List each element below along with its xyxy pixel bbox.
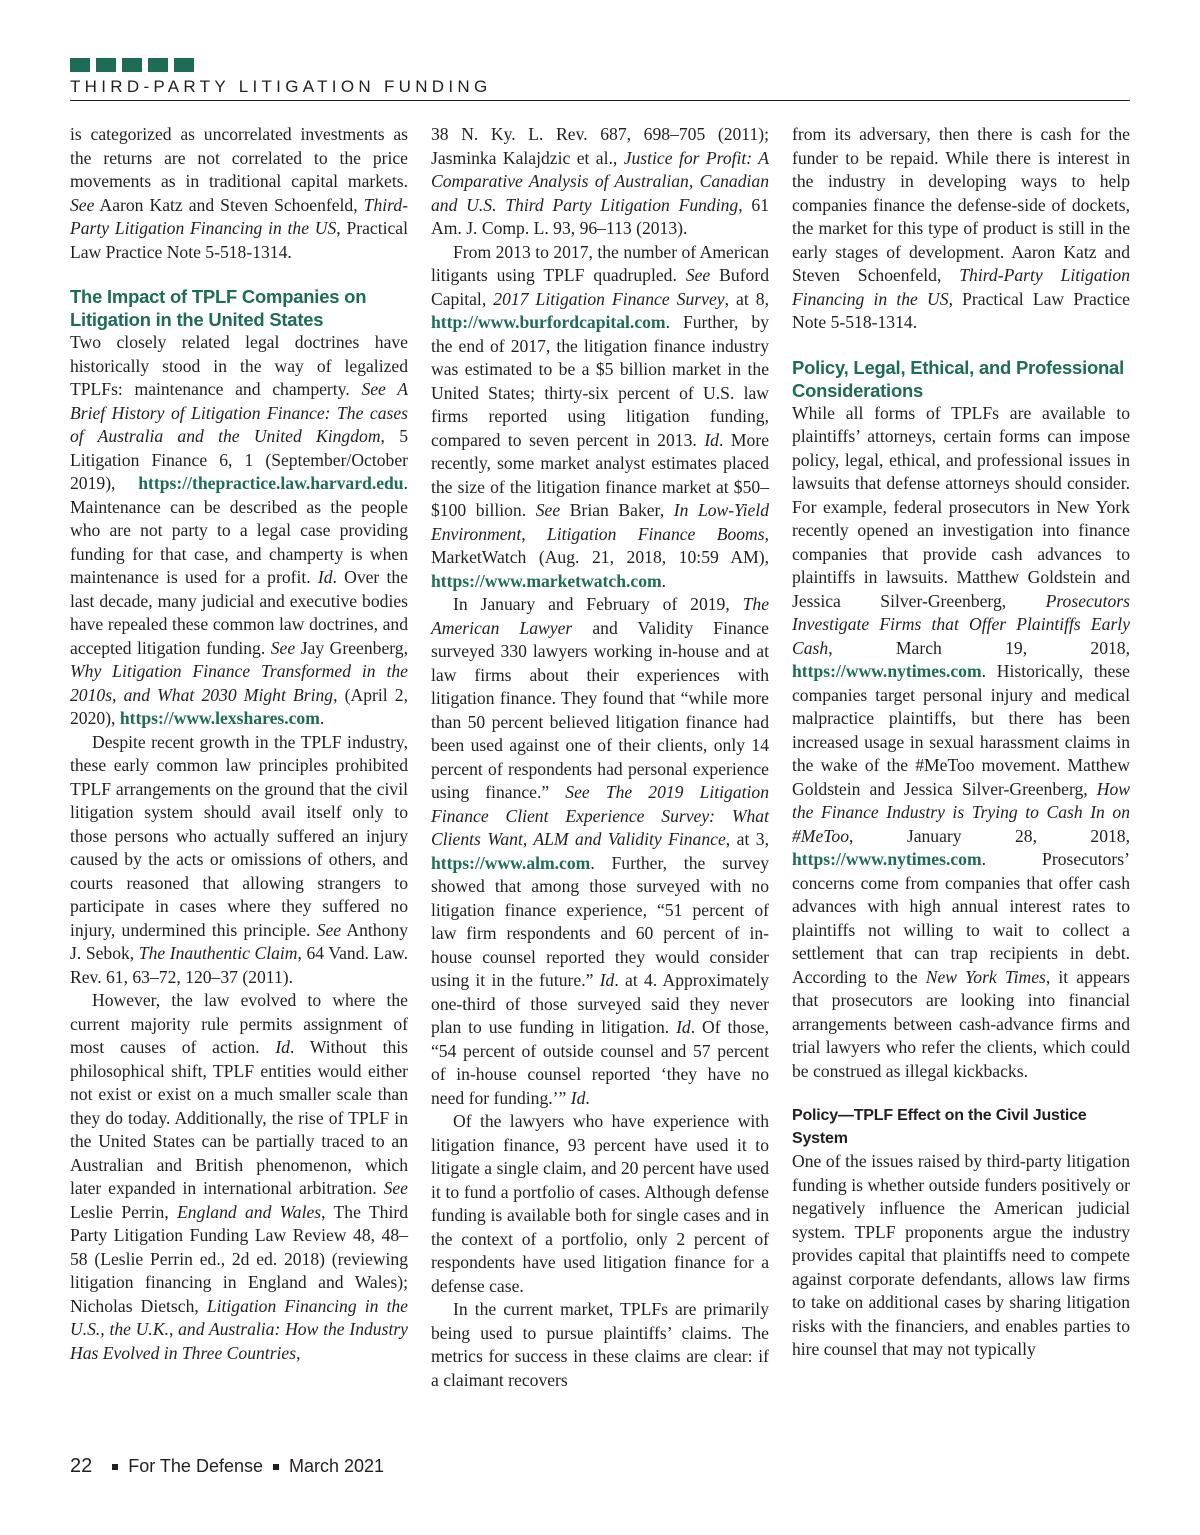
link-burfordcapital[interactable]: http://www.burfordcapital.com: [431, 312, 666, 332]
paragraph: One of the issues raised by third-party litigation funding is whether outside funders positively or negatively influence the American judicial system. TPLF proponents argue the industry provides capital that plaintiffs need to compete against corporate defendants, allows law firms to take on additional cases by sharing litigation risks with the financiers, and enables parties to hire counsel that may not typically: [792, 1151, 1130, 1359]
link-lexshares[interactable]: https://www.lexshares.com: [119, 708, 320, 728]
paragraph: Two closely related legal doctrines have historically stood in the way of legalized TPLFs: maintenance and champerty. See A Brief History of Litigation Finance: The cases of Australia and the United Kingdom, 5 Litigation Finance 6, 1 (September/October 2019), https://thepractice.law.harvard.edu. Maintenance can be described as the people who are not party to a legal case providing funding for that case, and champerty is when maintenance is used for a profit. Id. Over the last decade, many judicial and executive bodies have repealed these common law doctrines, and accepted litigation funding. See Jay Greenberg, Why Litigation Finance Transformed in the 2010s, and What 2030 Might Bring, (April 2, 2020), https://www.lexshares.com.: [70, 332, 409, 728]
page-number: 22: [70, 1455, 93, 1477]
header-squares: [70, 58, 1130, 72]
bullet-separator: [112, 1464, 118, 1470]
header-rule: [70, 100, 1130, 101]
paragraph: is categorized as uncorrelated investments as the returns are not correlated to the price movements as in traditional capital markets. See Aaron Katz and Steven Schoenfeld, Third-Party Litigation Financing in the US, Practical Law Practice Note 5-518-1314.: [70, 124, 408, 262]
page-header: [70, 58, 1130, 101]
subheading-civil-justice: Policy—TPLF Effect on the Civil Justice System: [792, 1107, 1087, 1147]
issue-date: March 2021: [289, 1456, 385, 1476]
header-square: [174, 58, 194, 72]
page-footer: [70, 1455, 384, 1478]
header-square: [148, 58, 168, 72]
column-1: [70, 123, 408, 1365]
paragraph: Despite recent growth in the TPLF industry, these early common law principles prohibited TPLF arrangements on the ground that the civil litigation system should avail itself only to those persons who actually suffered an injury caused by the acts or omissions of others, and courts reasoned that allowing strangers to participate in cases where they suffered no injury, undermined this principle. See Anthony J. Sebok, The Inauthentic Claim, 64 Vand. Law. Rev. 61, 63–72, 120–37 (2011).: [70, 731, 408, 987]
header-square: [70, 58, 90, 72]
paragraph: In the current market, TPLFs are primarily being used to pursue plaintiffs’ claims. The metrics for success in these claims are clear: if a claimant recovers: [431, 1299, 769, 1390]
link-harvard[interactable]: https://thepractice.law.harvard.edu: [138, 473, 404, 493]
column-2: [431, 123, 769, 1392]
paragraph: from its adversary, then there is cash for the funder to be repaid. While there is interest in the industry in developing ways to help companies finance the defense-side of dockets, the market for this type of product is still in the early stages of development. Aaron Katz and Steven Schoenfeld, Third-Party Litigation Financing in the US, Practical Law Practice Note 5-518-1314.: [792, 124, 1130, 332]
paragraph: 38 N. Ky. L. Rev. 687, 698–705 (2011); Jasminka Kalajdzic et al., Justice for Profit: A Comparative Analysis of Australian, Canadian and U.S. Third Party Litigation Funding, 61 Am. J. Comp. L. 93, 96–113 (2013).: [431, 124, 769, 238]
link-nytimes-2[interactable]: https://www.nytimes.com: [792, 849, 982, 869]
paragraph: Of the lawyers who have experience with litigation finance, 93 percent have used it to litigate a single claim, and 20 percent have used it to fund a portfolio of cases. Although defense funding is available both for single cases and in the context of a portfolio, only 2 percent of respondents have used litigation finance for a defense case.: [431, 1111, 769, 1296]
link-nytimes[interactable]: https://www.nytimes.com: [792, 661, 982, 681]
bullet-separator: [273, 1464, 279, 1470]
paragraph: From 2013 to 2017, the number of American litigants using TPLF quadrupled. See Buford Capital, 2017 Litigation Finance Survey, at 8, http://www.burfordcapital.com. Further, by the end of 2017, the litigation finance industry was estimated to be a $5 billion market in the United States; thirty-six percent of U.S. law firms reported using litigation funding, compared to seven percent in 2013. Id. More recently, some market analyst estimates placed the size of the litigation finance market at $50–$100 billion. See Brian Baker, In Low-Yield Environment, Litigation Finance Booms, MarketWatch (Aug. 21, 2018, 10:59 AM), https://www.marketwatch.com.: [431, 241, 770, 591]
header-square: [96, 58, 116, 72]
paragraph: However, the law evolved to where the current majority rule permits assignment of most causes of action. Id. Without this philosophical shift, TPLF entities would either not exist or exist on a much smaller scale than they do today. Additionally, the rise of TPLF in the United States can be partially traced to an Australian and British phenomenon, which later expanded in international arbitration. See Leslie Perrin, England and Wales, The Third Party Litigation Funding Law Review 48, 48–58 (Leslie Perrin ed., 2d ed. 2018) (reviewing litigation financing in England and Wales); Nicholas Dietsch, Litigation Financing in the U.S., the U.K., and Australia: How the Industry Has Evolved in Three Countries,: [70, 990, 408, 1363]
publication-name: For The Defense: [128, 1456, 263, 1476]
running-header-title: THIRD-PARTY LITIGATION FUNDING: [70, 77, 492, 96]
section-heading-policy: Policy, Legal, Ethical, and Professional Considerations: [792, 356, 1124, 401]
link-alm[interactable]: https://www.alm.com: [431, 852, 591, 873]
paragraph: In January and February of 2019, The American Lawyer and Validity Finance surveyed 330 lawyers working in-house and at law firms about their experiences with litigation finance. They found that “while more than 50 percent believed litigation finance had been used against one of their clients, only 14 percent of respondents had personal experience using finance.” See The 2019 Litigation Finance Client Experience Survey: What Clients Want, ALM and Validity Finance, at 3, https://www.alm.com. Further, the survey showed that among those surveyed with no litigation finance experience, “51 percent of law firm respondents and 60 percent of in-house counsel reported they would consider using it in the future.” Id. at 4. Approximately one-third of those surveyed said they never plan to use funding in litigation. Id. Of those, “54 percent of outside counsel and 57 percent of in-house counsel reported ‘they have no need for funding.’” Id.: [431, 594, 770, 1108]
paragraph: While all forms of TPLFs are available to plaintiffs’ attorneys, certain forms can impose policy, legal, ethical, and professional issues in lawsuits that defense attorneys should consider. For example, federal prosecutors in New York recently opened an investigation into finance companies that provide cash advances to plaintiffs in lawsuits. Matthew Goldstein and Jessica Silver-Greenberg, Prosecutors Investigate Firms that Offer Plaintiffs Early Cash, March 19, 2018, https://www.nytimes.com. Historically, these companies target personal injury and medical malpractice plaintiffs, but there has been increased usage in sexual harassment claims in the wake of the #MeToo movement. Matthew Goldstein and Jessica Silver-Greenberg, How the Finance Industry is Trying to Cash In on #MeToo, January 28, 2018, https://www.nytimes.com. Prosecutors’ concerns come from companies that offer cash advances with high annual interest rates to plaintiffs not willing to wait to collect a settlement that can trap recipients in debt. According to the New York Times, it appears that prosecutors are looking into financial arrangements between cash-advance firms and trial lawyers who refer the clients, which could be construed as illegal kickbacks.: [792, 402, 1131, 1081]
link-marketwatch[interactable]: https://www.marketwatch.com: [431, 570, 662, 591]
header-square: [122, 58, 142, 72]
column-3: [792, 123, 1130, 1362]
section-heading-impact: The Impact of TPLF Companies on Litigation in the United States: [70, 286, 367, 330]
